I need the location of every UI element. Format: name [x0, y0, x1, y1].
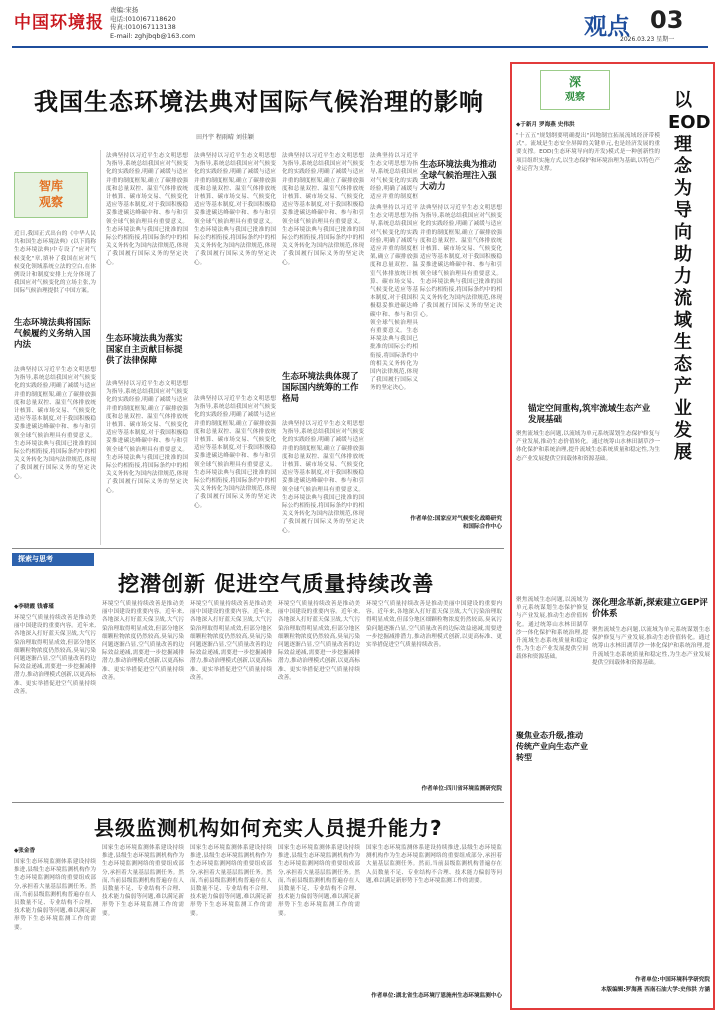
body-text: 聚焦流域生态问题,以流域为单元系统谋划生态保护修复与产业发展,推动生态价值转化。通过统筹山水林田湖草沙一体化保护和系统治理,提升流域生态系统质量和稳定性,为生态产业发展提供空间载体和资源基础。	[516, 431, 660, 462]
headline-air-quality: 挖潜创新 促进空气质量持续改善	[118, 572, 435, 596]
body-text: 法典坚持以习近平生态文明思想为指导,系统总结我国应对气候变化的实践经验,明确了减缓与适应并重的制度框	[370, 153, 418, 200]
body-text: 法典坚持以习近平生态文明思想为指导,系统总结我国应对气候变化的实践经验,明确了减缓与适应并重的制度框架,确立了碳排放强度和总量双控、温室气体排放统计核算、碳市场交易、气候变化适应等基本制度,对于我国积极稳妥推进碳达峰碳中和、参与和引领全球气候治理具有重要意义。生态环境法典与我国已批准的国际公约相衔接,将国际条约中的相关义务转化为国内法律规范,体现了我国履行国际义务的坚定决心。	[282, 421, 364, 534]
page-editor-credit: 本版编辑:罗海燕 西南石油大学:史伟洪 方涵	[600, 987, 710, 993]
body-text: 法典坚持以习近平生态文明思想为指导,系统总结我国应对气候变化的实践经验,明确了减缓与适应并重的制度框架,确立了碳排放强度和总量双控、温室气体排放统计核算、碳市场交易、气候变化适应等基本制度,对于我国积极稳妥推进碳达峰碳中和、参与和引领全球气候治理具有重要意义。生态环境法典与我国已批准的国际公约相衔接,将国际条约中的相关义务转化为国内法律规范,体现了我国履行国际义务的坚定决心。	[370, 205, 418, 392]
body-text: 国家生态环境监测体系建设持续推进,县级生态环境监测机构作为生态环境监测网络的重要组成部分,承担着大量基层监测任务。然而,当前县级监测机构普遍存在人员数量不足、专业结构不合理、技术能力偏弱等问题,难以满足新形势下生态环境监测工作的需要。	[190, 845, 272, 917]
shen-guancha-badge	[540, 70, 610, 110]
subheading: 生态环境法典为推动全球气候治理注入强大动力	[420, 160, 497, 192]
section-name: 观点	[584, 14, 630, 40]
body-text: 环境空气质量持续改善是推动美丽中国建设的重要内容。近年来,各地深入打好蓝天保卫战,大气污染治理取得明显成效,但部分地区细颗粒物浓度仍然较高,臭氧污染问题逐渐凸显,空气质量改善的边际效益递减,需要进一步挖掘减排潜力,推动治理模式创新,以更高标准、更实举措促进空气质量持续改善。	[278, 601, 360, 681]
body-text: 国家生态环境监测体系建设持续推进,县级生态环境监测机构作为生态环境监测网络的重要组成部分,承担着大量基层监测任务。然而,当前县级监测机构普遍存在人员数量不足、专业结构不合理、技术能力偏弱等问题,难以满足新形势下生态环境监测工作的需要。	[278, 845, 360, 917]
subheading: 生态环境法典为落实国家自主贡献目标提供了法律保障	[106, 334, 183, 366]
subheading: 深化理念革新,探索建立GEP评价体系	[592, 598, 708, 619]
page-number: 03	[650, 6, 684, 34]
author-affiliation: 作者单位:四川省环境监测研究院	[421, 786, 502, 792]
newspaper-logo: 中国环境报	[14, 13, 104, 33]
column-divider	[100, 150, 101, 545]
section-rule	[12, 548, 504, 549]
editor-line: 传真:(010)67113138	[110, 23, 176, 32]
badge-word: 深	[568, 75, 581, 89]
right-column-headline: 以EOD理念为导向助力流域生态产业发展	[668, 90, 711, 463]
intro-paragraph: 近日,我国正式出台的《中华人民共和国生态环境法典》(以下简称生态环境法典)中专设了"应对气候变化"章,填补了我国在应对气候变化领域系统立法的空白,在体例设计和制度安排上充分体现了我国应对气候变化的立场主张,为国际气候治理提供了中国方案。	[14, 231, 96, 295]
section-label: 探索与思考	[12, 553, 94, 566]
body-text: 聚焦流域生态问题,以流域为单元系统谋划生态保护修复与产业发展,推动生态价值转化。通过统筹山水林田湖草沙一体化保护和系统治理,提升流域生态系统质量和稳定性,为生态产业发展提供空间载体和资源基础。	[516, 597, 588, 661]
body-text: 环境空气质量持续改善是推动美丽中国建设的重要内容。近年来,各地深入打好蓝天保卫战,大气污染治理取得明显成效,但部分地区细颗粒物浓度仍然较高,臭氧污染问题逐渐凸显,空气质量改善的边际效益递减,需要进一步挖掘减排潜力,推动治理模式创新,以更高标准、更实举措促进空气质量持续改善。	[366, 601, 502, 649]
body-text: 法典坚持以习近平生态文明思想为指导,系统总结我国应对气候变化的实践经验,明确了减缓与适应并重的制度框架,确立了碳排放强度和总量双控、温室气体排放统计核算、碳市场交易、气候变化适应等基本制度,对于我国积极稳妥推进碳达峰碳中和、参与和引领全球气候治理具有重要意义。生态环境法典与我国已批准的国际公约相衔接,将国际条约中的相关义务转化为国内法律规范,体现了我国履行国际义务的坚定决心。	[106, 153, 188, 266]
body-text: 法典坚持以习近平生态文明思想为指导,系统总结我国应对气候变化的实践经验,明确了减缓与适应并重的制度框架,确立了碳排放强度和总量双控、温室气体排放统计核算、碳市场交易、气候变化适应等基本制度,对于我国积极稳妥推进碳达峰碳中和、参与和引领全球气候治理具有重要意义。生态环境法典与我国已批准的国际公约相衔接,将国际条约中的相关义务转化为国内法律规范,体现了我国履行国际义务的坚定决心。	[282, 153, 364, 266]
headline-top: 我国生态环境法典对国际气候治理的影响	[34, 88, 484, 116]
editor-info	[110, 6, 195, 40]
masthead-rule	[12, 46, 708, 48]
body-text: 法典坚持以习近平生态文明思想为指导,系统总结我国应对气候变化的实践经验,明确了减缓与适应并重的制度框架,确立了碳排放强度和总量双控、温室气体排放统计核算、碳市场交易、气候变化适应等基本制度,对于我国积极稳妥推进碳达峰碳中和、参与和引领全球气候治理具有重要意义。生态环境法典与我国已批准的国际公约相衔接,将国际条约中的相关义务转化为国内法律规范,体现了我国履行国际义务的坚定决心。	[14, 367, 96, 480]
badge-word: 智库	[38, 179, 63, 193]
headline-authors: 田丹宇 程雨晴 刘佳颖	[196, 134, 254, 141]
byline: ◆于新月 罗海燕 史伟洪	[516, 122, 575, 128]
badge-word: 观察	[565, 92, 585, 103]
subheading: 生态环境法典体现了国际国内统筹的工作格局	[282, 372, 359, 404]
body-text: 聚焦流域生态问题,以流域为单元系统谋划生态保护修复与产业发展,推动生态价值转化。通过统筹山水林田湖草沙一体化保护和系统治理,提升流域生态系统质量和稳定性,为生态产业发展提供空间载体和资源基础。	[592, 627, 710, 666]
body-text: 国家生态环境监测体系建设持续推进,县级生态环境监测机构作为生态环境监测网络的重要组成部分,承担着大量基层监测任务。然而,当前县级监测机构普遍存在人员数量不足、专业结构不合理、技术能力偏弱等问题,难以满足新形势下生态环境监测工作的需要。	[366, 845, 502, 884]
author-affiliation: 作者单位:中国环境科学研究院	[635, 977, 710, 983]
intro-paragraph: "十五五"规划纲要明确提出"因地制宜拓展流域经济带模式"。流域是生态安全屏障的关键单元,也是经济发展的重要支撑。EOD(生态环境导向的开发)模式是一种创新性的项目组织实施方式,以生态保护和环境治理为基础,以特色产业运营为支撑。	[516, 133, 660, 172]
body-text: 法典坚持以习近平生态文明思想为指导,系统总结我国应对气候变化的实践经验,明确了减缓与适应并重的制度框架,确立了碳排放强度和总量双控、温室气体排放统计核算、碳市场交易、气候变化适应等基本制度,对于我国积极稳妥推进碳达峰碳中和、参与和引领全球气候治理具有重要意义。生态环境法典与我国已批准的国际公约相衔接,将国际条约中的相关义务转化为国内法律规范,体现了我国履行国际义务的坚定决心。	[194, 396, 276, 509]
editor-line: 责编:宋扬	[110, 6, 139, 14]
badge-word: 观察	[38, 195, 63, 209]
subheading: 聚焦业态升级,推动传统产业向生态产业转型	[516, 731, 588, 762]
section-rule	[12, 802, 504, 803]
subheading: 锚定空间重构,筑牢流域生态产业发展基础	[528, 404, 651, 425]
body-text: 国家生态环境监测体系建设持续推进,县级生态环境监测机构作为生态环境监测网络的重要组成部分,承担着大量基层监测任务。然而,当前县级监测机构普遍存在人员数量不足、专业结构不合理、技术能力偏弱等问题,难以满足新形势下生态环境监测工作的需要。	[14, 859, 96, 931]
body-text: 法典坚持以习近平生态文明思想为指导,系统总结我国应对气候变化的实践经验,明确了减缓与适应并重的制度框架,确立了碳排放强度和总量双控、温室气体排放统计核算、碳市场交易、气候变化适应等基本制度,对于我国积极稳妥推进碳达峰碳中和、参与和引领全球气候治理具有重要意义。生态环境法典与我国已批准的国际公约相衔接,将国际条约中的相关义务转化为国内法律规范,体现了我国履行国际义务的坚定决心。	[106, 381, 188, 494]
headline-county-monitoring: 县级监测机构如何充实人员提升能力?	[94, 816, 443, 840]
editor-line: E-mail: zghjbqb@163.com	[110, 31, 196, 40]
byline: ◆李晓霞 钱睿瑾	[14, 604, 54, 610]
body-text: 环境空气质量持续改善是推动美丽中国建设的重要内容。近年来,各地深入打好蓝天保卫战,大气污染治理取得明显成效,但部分地区细颗粒物浓度仍然较高,臭氧污染问题逐渐凸显,空气质量改善的边际效益递减,需要进一步挖掘减排潜力,推动治理模式创新,以更高标准、更实举措促进空气质量持续改善。	[14, 615, 96, 695]
body-text: 国家生态环境监测体系建设持续推进,县级生态环境监测机构作为生态环境监测网络的重要组成部分,承担着大量基层监测任务。然而,当前县级监测机构普遍存在人员数量不足、专业结构不合理、技术能力偏弱等问题,难以满足新形势下生态环境监测工作的需要。	[102, 845, 184, 917]
body-text: 环境空气质量持续改善是推动美丽中国建设的重要内容。近年来,各地深入打好蓝天保卫战,大气污染治理取得明显成效,但部分地区细颗粒物浓度仍然较高,臭氧污染问题逐渐凸显,空气质量改善的边际效益递减,需要进一步挖掘减排潜力,推动治理模式创新,以更高标准、更实举措促进空气质量持续改善。	[190, 601, 272, 681]
body-text: 环境空气质量持续改善是推动美丽中国建设的重要内容。近年来,各地深入打好蓝天保卫战,大气污染治理取得明显成效,但部分地区细颗粒物浓度仍然较高,臭氧污染问题逐渐凸显,空气质量改善的边际效益递减,需要进一步挖掘减排潜力,推动治理模式创新,以更高标准、更实举措促进空气质量持续改善。	[102, 601, 184, 681]
author-affiliation: 作者单位:国家应对气候变化战略研究和国际合作中心	[410, 516, 502, 530]
subheading: 生态环境法典将国际气候履约义务纳入国内法	[14, 318, 91, 350]
issue-date: 2026.03.23 星期一	[620, 36, 675, 43]
zhiku-badge	[14, 172, 88, 218]
body-text: 法典坚持以习近平生态文明思想为指导,系统总结我国应对气候变化的实践经验,明确了减缓与适应并重的制度框架,确立了碳排放强度和总量双控、温室气体排放统计核算、碳市场交易、气候变化适应等基本制度,对于我国积极稳妥推进碳达峰碳中和、参与和引领全球气候治理具有重要意义。生态环境法典与我国已批准的国际公约相衔接,将国际条约中的相关义务转化为国内法律规范,体现了我国履行国际义务的坚定决心。	[420, 205, 502, 318]
byline: ◆张金香	[14, 848, 36, 854]
editor-line: 电话:(010)67118620	[110, 14, 176, 23]
author-affiliation: 作者单位:湖北省生态环境厅恩施州生态环境监测中心	[371, 993, 502, 999]
body-text: 法典坚持以习近平生态文明思想为指导,系统总结我国应对气候变化的实践经验,明确了减缓与适应并重的制度框架,确立了碳排放强度和总量双控、温室气体排放统计核算、碳市场交易、气候变化适应等基本制度,对于我国积极稳妥推进碳达峰碳中和、参与和引领全球气候治理具有重要意义。生态环境法典与我国已批准的国际公约相衔接,将国际条约中的相关义务转化为国内法律规范,体现了我国履行国际义务的坚定决心。	[194, 153, 276, 266]
